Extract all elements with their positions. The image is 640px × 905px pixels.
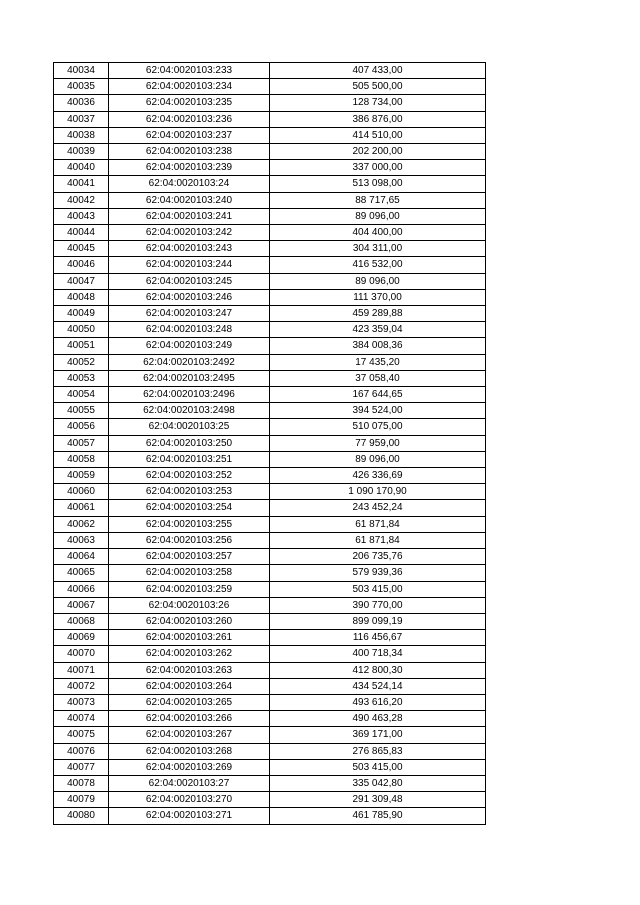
row-number-cell: 40077: [54, 759, 109, 775]
row-number-cell: 40079: [54, 792, 109, 808]
cadastral-number-cell: 62:04:0020103:248: [109, 322, 270, 338]
table-row: [54, 435, 486, 451]
table-row: [54, 403, 486, 419]
row-number-cell: 40056: [54, 419, 109, 435]
row-number-cell: 40064: [54, 549, 109, 565]
value-cell: 426 336,69: [270, 468, 486, 484]
cadastral-number-cell: 62:04:0020103:258: [109, 565, 270, 581]
row-number-cell: 40060: [54, 484, 109, 500]
row-number-cell: 40035: [54, 79, 109, 95]
value-cell: 369 171,00: [270, 727, 486, 743]
table-row: [54, 727, 486, 743]
row-number-cell: 40045: [54, 241, 109, 257]
row-number-cell: 40071: [54, 662, 109, 678]
cadastral-number-cell: 62:04:0020103:237: [109, 127, 270, 143]
value-cell: 412 800,30: [270, 662, 486, 678]
row-number-cell: 40041: [54, 176, 109, 192]
value-cell: 17 435,20: [270, 354, 486, 370]
table-row: [54, 565, 486, 581]
cadastral-number-cell: 62:04:0020103:239: [109, 160, 270, 176]
table-row: [54, 646, 486, 662]
value-cell: 503 415,00: [270, 581, 486, 597]
table-row: [54, 500, 486, 516]
value-cell: 61 871,84: [270, 532, 486, 548]
table-row: [54, 516, 486, 532]
value-cell: 37 058,40: [270, 370, 486, 386]
table-row: [54, 63, 486, 79]
cadastral-number-cell: 62:04:0020103:259: [109, 581, 270, 597]
cadastral-number-cell: 62:04:0020103:249: [109, 338, 270, 354]
row-number-cell: 40039: [54, 144, 109, 160]
cadastral-number-cell: 62:04:0020103:261: [109, 630, 270, 646]
table-row: [54, 322, 486, 338]
row-number-cell: 40063: [54, 532, 109, 548]
value-cell: 390 770,00: [270, 597, 486, 613]
cadastral-value-table: [53, 62, 486, 825]
row-number-cell: 40061: [54, 500, 109, 516]
cadastral-number-cell: 62:04:0020103:266: [109, 711, 270, 727]
row-number-cell: 40036: [54, 95, 109, 111]
row-number-cell: 40040: [54, 160, 109, 176]
row-number-cell: 40042: [54, 192, 109, 208]
row-number-cell: 40070: [54, 646, 109, 662]
table-row: [54, 289, 486, 305]
table-row: [54, 419, 486, 435]
value-cell: 386 876,00: [270, 111, 486, 127]
table-row: [54, 711, 486, 727]
table-row: [54, 79, 486, 95]
table-row: [54, 662, 486, 678]
value-cell: 291 309,48: [270, 792, 486, 808]
value-cell: 579 939,36: [270, 565, 486, 581]
cadastral-number-cell: 62:04:0020103:2498: [109, 403, 270, 419]
table-body: [54, 63, 486, 825]
value-cell: 167 644,65: [270, 387, 486, 403]
value-cell: 337 000,00: [270, 160, 486, 176]
value-cell: 423 359,04: [270, 322, 486, 338]
table-row: [54, 775, 486, 791]
row-number-cell: 40050: [54, 322, 109, 338]
cadastral-number-cell: 62:04:0020103:242: [109, 225, 270, 241]
row-number-cell: 40065: [54, 565, 109, 581]
table-row: [54, 225, 486, 241]
table-row: [54, 468, 486, 484]
table-row: [54, 160, 486, 176]
value-cell: 276 865,83: [270, 743, 486, 759]
cadastral-number-cell: 62:04:0020103:243: [109, 241, 270, 257]
cadastral-number-cell: 62:04:0020103:24: [109, 176, 270, 192]
value-cell: 490 463,28: [270, 711, 486, 727]
value-cell: 304 311,00: [270, 241, 486, 257]
value-cell: 899 099,19: [270, 613, 486, 629]
value-cell: 1 090 170,90: [270, 484, 486, 500]
row-number-cell: 40066: [54, 581, 109, 597]
table-row: [54, 613, 486, 629]
row-number-cell: 40037: [54, 111, 109, 127]
table-row: [54, 743, 486, 759]
row-number-cell: 40047: [54, 273, 109, 289]
cadastral-number-cell: 62:04:0020103:267: [109, 727, 270, 743]
value-cell: 461 785,90: [270, 808, 486, 824]
row-number-cell: 40034: [54, 63, 109, 79]
table-row: [54, 630, 486, 646]
cadastral-number-cell: 62:04:0020103:236: [109, 111, 270, 127]
value-cell: 493 616,20: [270, 694, 486, 710]
cadastral-number-cell: 62:04:0020103:260: [109, 613, 270, 629]
table-row: [54, 192, 486, 208]
value-cell: 459 289,88: [270, 306, 486, 322]
cadastral-number-cell: 62:04:0020103:263: [109, 662, 270, 678]
table-row: [54, 354, 486, 370]
table-row: [54, 144, 486, 160]
table-row: [54, 208, 486, 224]
value-cell: 89 096,00: [270, 451, 486, 467]
cadastral-number-cell: 62:04:0020103:240: [109, 192, 270, 208]
row-number-cell: 40046: [54, 257, 109, 273]
table-row: [54, 694, 486, 710]
cadastral-number-cell: 62:04:0020103:234: [109, 79, 270, 95]
cadastral-number-cell: 62:04:0020103:2496: [109, 387, 270, 403]
value-cell: 503 415,00: [270, 759, 486, 775]
value-cell: 89 096,00: [270, 208, 486, 224]
cadastral-number-cell: 62:04:0020103:268: [109, 743, 270, 759]
value-cell: 407 433,00: [270, 63, 486, 79]
row-number-cell: 40073: [54, 694, 109, 710]
cadastral-number-cell: 62:04:0020103:241: [109, 208, 270, 224]
table-row: [54, 484, 486, 500]
cadastral-number-cell: 62:04:0020103:235: [109, 95, 270, 111]
row-number-cell: 40067: [54, 597, 109, 613]
row-number-cell: 40068: [54, 613, 109, 629]
value-cell: 394 524,00: [270, 403, 486, 419]
table-row: [54, 451, 486, 467]
row-number-cell: 40057: [54, 435, 109, 451]
value-cell: 384 008,36: [270, 338, 486, 354]
row-number-cell: 40053: [54, 370, 109, 386]
value-cell: 404 400,00: [270, 225, 486, 241]
value-cell: 414 510,00: [270, 127, 486, 143]
cadastral-number-cell: 62:04:0020103:25: [109, 419, 270, 435]
row-number-cell: 40044: [54, 225, 109, 241]
table-row: [54, 549, 486, 565]
row-number-cell: 40080: [54, 808, 109, 824]
value-cell: 128 734,00: [270, 95, 486, 111]
value-cell: 434 524,14: [270, 678, 486, 694]
value-cell: 89 096,00: [270, 273, 486, 289]
row-number-cell: 40038: [54, 127, 109, 143]
cadastral-number-cell: 62:04:0020103:233: [109, 63, 270, 79]
row-number-cell: 40072: [54, 678, 109, 694]
table-row: [54, 759, 486, 775]
table-row: [54, 127, 486, 143]
row-number-cell: 40054: [54, 387, 109, 403]
table-row: [54, 532, 486, 548]
cadastral-number-cell: 62:04:0020103:271: [109, 808, 270, 824]
cadastral-number-cell: 62:04:0020103:2495: [109, 370, 270, 386]
cadastral-number-cell: 62:04:0020103:254: [109, 500, 270, 516]
row-number-cell: 40075: [54, 727, 109, 743]
cadastral-number-cell: 62:04:0020103:257: [109, 549, 270, 565]
cadastral-number-cell: 62:04:0020103:264: [109, 678, 270, 694]
cadastral-number-cell: 62:04:0020103:255: [109, 516, 270, 532]
cadastral-number-cell: 62:04:0020103:270: [109, 792, 270, 808]
value-cell: 335 042,80: [270, 775, 486, 791]
cadastral-number-cell: 62:04:0020103:252: [109, 468, 270, 484]
value-cell: 243 452,24: [270, 500, 486, 516]
table-row: [54, 306, 486, 322]
row-number-cell: 40069: [54, 630, 109, 646]
value-cell: 505 500,00: [270, 79, 486, 95]
row-number-cell: 40062: [54, 516, 109, 532]
cadastral-number-cell: 62:04:0020103:265: [109, 694, 270, 710]
cadastral-number-cell: 62:04:0020103:238: [109, 144, 270, 160]
row-number-cell: 40059: [54, 468, 109, 484]
row-number-cell: 40058: [54, 451, 109, 467]
row-number-cell: 40074: [54, 711, 109, 727]
row-number-cell: 40043: [54, 208, 109, 224]
row-number-cell: 40055: [54, 403, 109, 419]
table-row: [54, 176, 486, 192]
cadastral-number-cell: 62:04:0020103:256: [109, 532, 270, 548]
value-cell: 77 959,00: [270, 435, 486, 451]
table-row: [54, 338, 486, 354]
cadastral-number-cell: 62:04:0020103:247: [109, 306, 270, 322]
value-cell: 513 098,00: [270, 176, 486, 192]
cadastral-number-cell: 62:04:0020103:250: [109, 435, 270, 451]
table-row: [54, 370, 486, 386]
table-row: [54, 241, 486, 257]
table-row: [54, 111, 486, 127]
table-row: [54, 597, 486, 613]
table-row: [54, 273, 486, 289]
value-cell: 400 718,34: [270, 646, 486, 662]
value-cell: 416 532,00: [270, 257, 486, 273]
cadastral-number-cell: 62:04:0020103:269: [109, 759, 270, 775]
cadastral-number-cell: 62:04:0020103:2492: [109, 354, 270, 370]
cadastral-number-cell: 62:04:0020103:253: [109, 484, 270, 500]
table-row: [54, 678, 486, 694]
cadastral-number-cell: 62:04:0020103:244: [109, 257, 270, 273]
value-cell: 510 075,00: [270, 419, 486, 435]
value-cell: 202 200,00: [270, 144, 486, 160]
table-row: [54, 387, 486, 403]
table-row: [54, 257, 486, 273]
cadastral-number-cell: 62:04:0020103:27: [109, 775, 270, 791]
value-cell: 206 735,76: [270, 549, 486, 565]
cadastral-number-cell: 62:04:0020103:245: [109, 273, 270, 289]
row-number-cell: 40076: [54, 743, 109, 759]
value-cell: 116 456,67: [270, 630, 486, 646]
row-number-cell: 40048: [54, 289, 109, 305]
cadastral-number-cell: 62:04:0020103:262: [109, 646, 270, 662]
cadastral-number-cell: 62:04:0020103:26: [109, 597, 270, 613]
cadastral-number-cell: 62:04:0020103:251: [109, 451, 270, 467]
row-number-cell: 40078: [54, 775, 109, 791]
table-row: [54, 808, 486, 824]
table-row: [54, 792, 486, 808]
row-number-cell: 40049: [54, 306, 109, 322]
value-cell: 111 370,00: [270, 289, 486, 305]
table-row: [54, 581, 486, 597]
table-row: [54, 95, 486, 111]
row-number-cell: 40051: [54, 338, 109, 354]
cadastral-number-cell: 62:04:0020103:246: [109, 289, 270, 305]
value-cell: 61 871,84: [270, 516, 486, 532]
row-number-cell: 40052: [54, 354, 109, 370]
value-cell: 88 717,65: [270, 192, 486, 208]
